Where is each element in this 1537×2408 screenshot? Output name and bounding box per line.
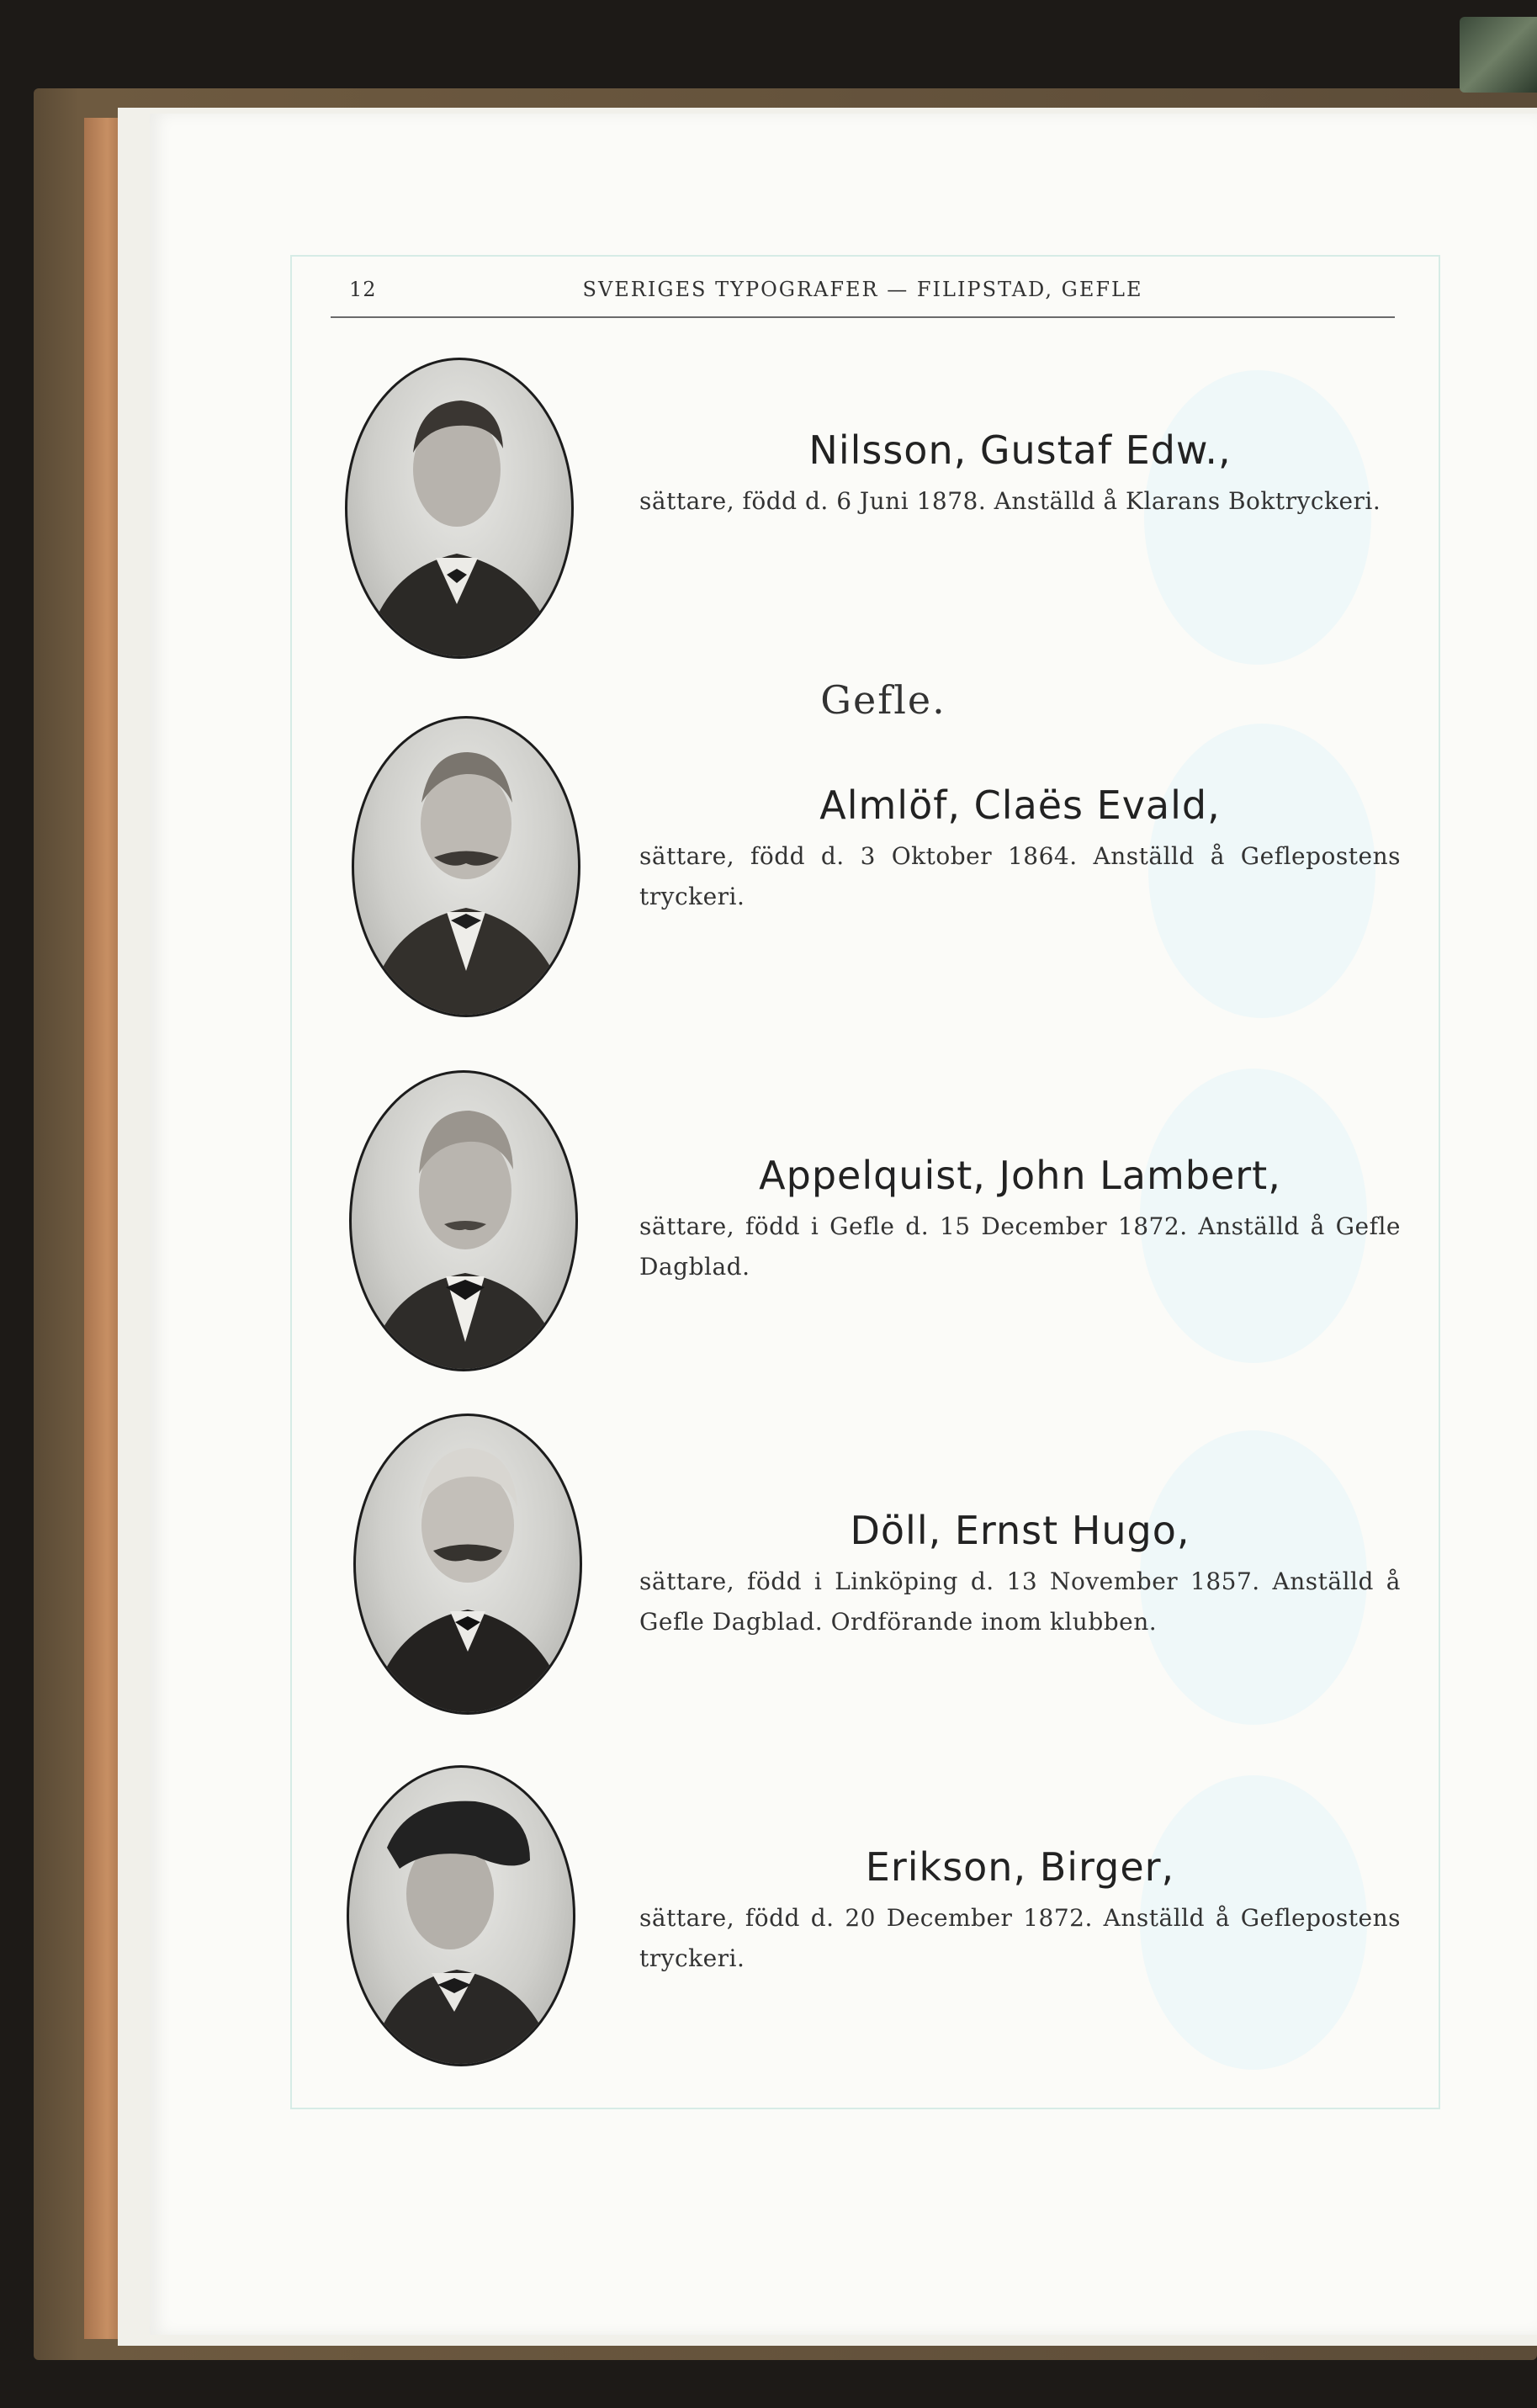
page-number: 12 bbox=[349, 278, 377, 301]
biography-entry bbox=[639, 1153, 1401, 1287]
entry-name: Almlöf, Claës Evald, bbox=[819, 782, 1221, 828]
running-title: SVERIGES TYPOGRAFER — FILIPSTAD, GEFLE bbox=[582, 278, 1143, 301]
biography-entry bbox=[639, 427, 1401, 522]
biography-entry bbox=[639, 1844, 1401, 1979]
binding-clip bbox=[1460, 17, 1537, 93]
portrait-photo bbox=[353, 1414, 582, 1715]
entry-description: sättare, född i Linköping d. 13 November 1857. Anställd å Gefle Dagblad. Ordförande inom klubben. bbox=[639, 1567, 1401, 1636]
entry-name: Appelquist, John Lambert, bbox=[759, 1153, 1281, 1198]
entry-description: sättare, född d. 3 Oktober 1864. Anställd å Geflepostens tryckeri. bbox=[639, 842, 1401, 910]
biography-entry bbox=[639, 782, 1401, 917]
running-head bbox=[331, 278, 1395, 318]
entry-description: sättare, född d. 20 December 1872. Anställd å Geflepostens tryckeri. bbox=[639, 1904, 1401, 1972]
entry-name: Erikson, Birger, bbox=[865, 1844, 1175, 1890]
entry-description: sättare, född i Gefle d. 15 December 1872. Anställd å Gefle Dagblad. bbox=[639, 1212, 1401, 1281]
portrait-photo bbox=[352, 716, 580, 1017]
portrait-photo bbox=[347, 1765, 575, 2066]
portrait-photo bbox=[349, 1070, 578, 1371]
biography-entry bbox=[639, 1508, 1401, 1642]
entry-description: sättare, född d. 6 Juni 1878. Anställd å Klarans Boktryckeri. bbox=[639, 487, 1381, 515]
entry-name: Nilsson, Gustaf Edw., bbox=[808, 427, 1232, 473]
entry-name: Döll, Ernst Hugo, bbox=[850, 1508, 1190, 1553]
city-heading: Gefle. bbox=[820, 677, 946, 723]
portrait-photo bbox=[345, 358, 574, 659]
